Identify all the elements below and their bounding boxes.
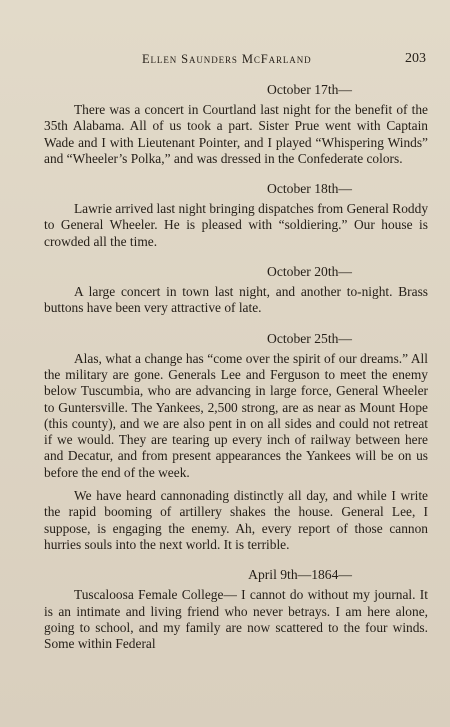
entry-date: October 20th— <box>267 264 352 280</box>
page-number: 203 <box>405 51 426 66</box>
entry-paragraph: Lawrie arrived last night bringing dispatches from General Roddy to General Wheeler. He is pleased with “soldiering.” Our house is crowded all the time. <box>44 201 429 249</box>
diary-entry-oct-25 <box>44 331 428 554</box>
running-head: Ellen Saunders McFarland <box>142 52 312 66</box>
diary-entry-oct-18 <box>44 181 428 250</box>
entry-paragraph: A large concert in town last night, and another to-night. Brass buttons have been very attractive of late. <box>44 284 428 316</box>
diary-entry-oct-17 <box>44 82 428 167</box>
entry-date: October 18th— <box>267 181 352 197</box>
entry-paragraph: Tuscaloosa Female College— I cannot do without my journal. It is an intimate and living friend who never betrays. I am here alone, going to school, and my family are now scattered to the four winds. Some within Federal <box>44 587 428 652</box>
entry-paragraph: There was a concert in Courtland last night for the benefit of the 35th Alabama. All of us took a part. Sister Prue went with Captain Wade and I with Lieutenant Pointer, and I played “Whispering Winds” and “Wheeler’s Polka,” and was dressed in the Confederate colors. <box>44 102 428 166</box>
entry-paragraph: We have heard cannonading distinctly all day, and while I write the rapid booming of artillery shakes the house. General Lee, I suppose, is engaging the enemy. Ah, every report of those cannon hurries souls into the next world. It is terrible. <box>44 488 428 552</box>
page-body <box>44 82 428 665</box>
entry-date: April 9th—1864— <box>248 567 352 583</box>
diary-entry-oct-20 <box>44 264 428 317</box>
page-header <box>44 52 428 72</box>
diary-entry-apr-9-1864 <box>44 567 428 652</box>
entry-date: October 25th— <box>267 330 352 346</box>
entry-paragraph: Alas, what a change has “come over the spirit of our dreams.” All the military are gone. Generals Lee and Ferguson to meet the enemy below Tuscumbia, who are advancing in large force, General Wheeler to Guntersville. The Yankees, 2,500 strong, are as near as Mount Hope (this county), and we are also pent in on all sides and could not retreat if we would. They are tearing up every inch of railway between here and Decatur, and from present appearances the Yankees will be on us before the end of the week. <box>44 350 428 480</box>
entry-date: October 17th— <box>267 82 352 97</box>
